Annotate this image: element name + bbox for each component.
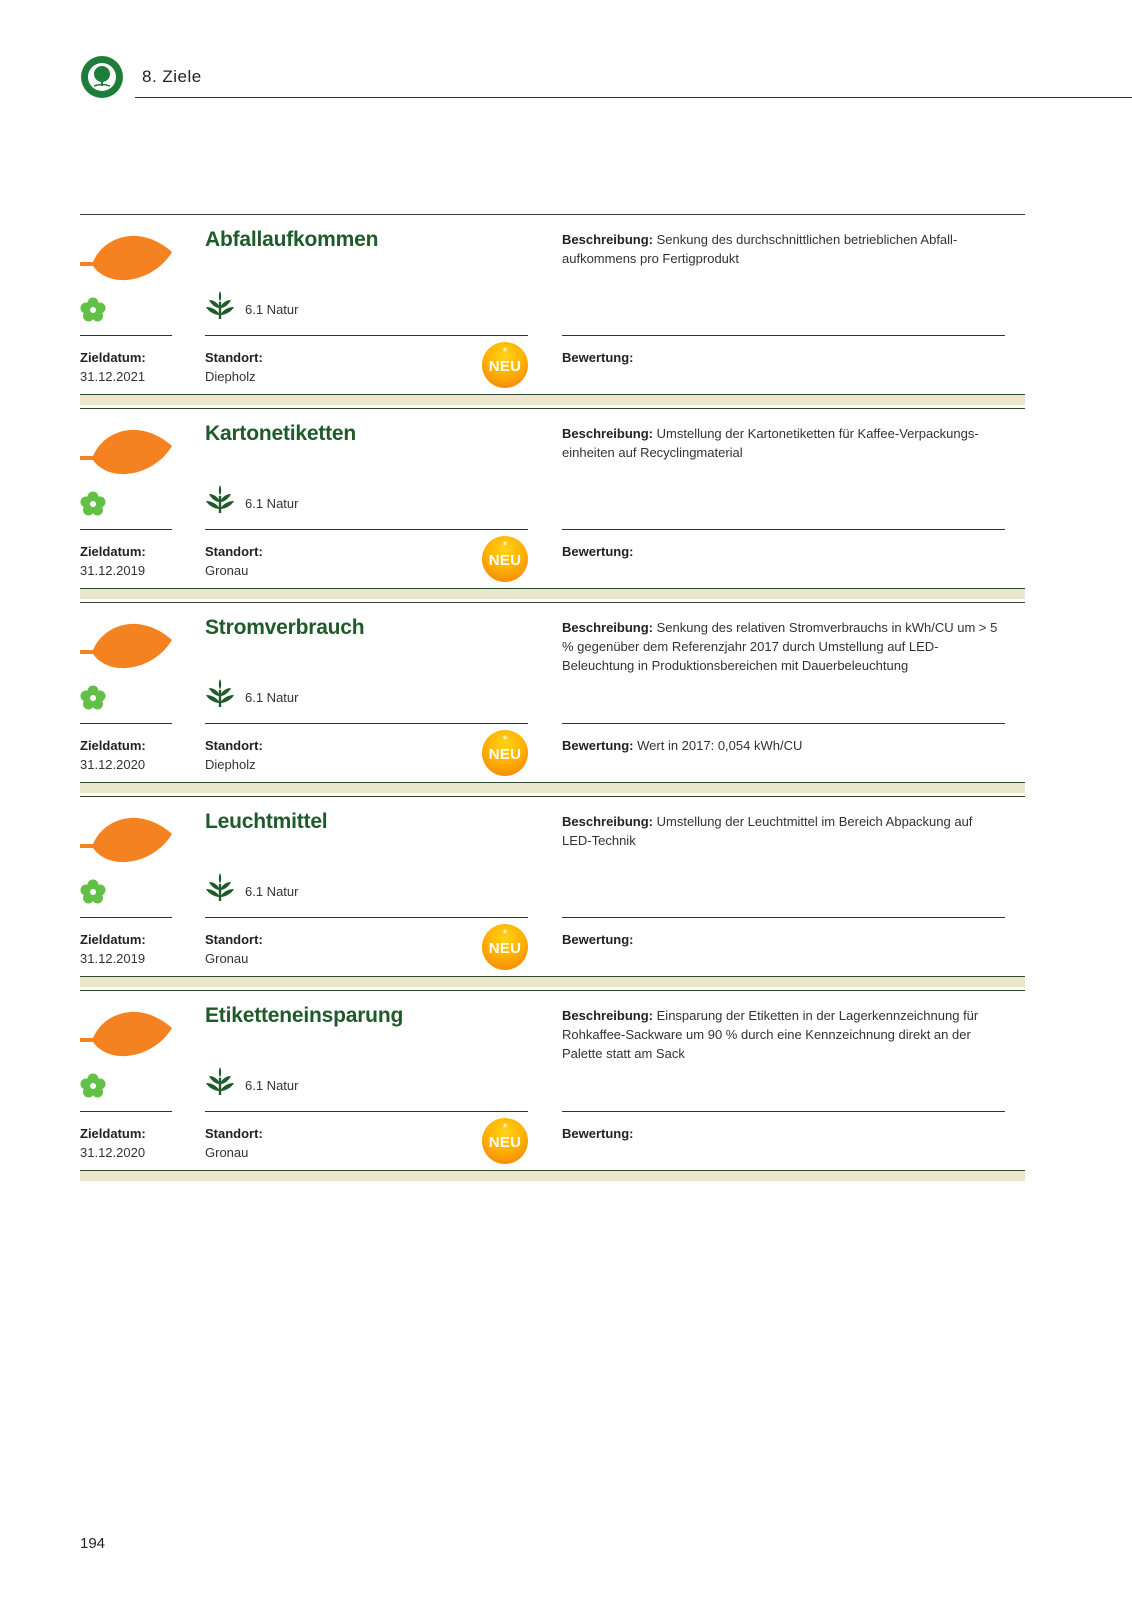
new-badge — [482, 536, 528, 582]
new-badge — [482, 730, 528, 776]
plant-icon — [205, 872, 235, 902]
clover-icon — [80, 491, 106, 517]
new-badge-star: * — [502, 732, 508, 747]
rating — [562, 1124, 1002, 1143]
rating-label: Bewertung: — [562, 932, 634, 947]
new-badge — [482, 924, 528, 970]
goal-top-rule — [80, 990, 1025, 991]
target-date-value: 31.12.2020 — [80, 757, 146, 772]
site-label: Standort: — [205, 350, 263, 365]
leaf-icon — [80, 420, 175, 478]
description-label: Beschreibung: — [562, 232, 654, 247]
target-date-label: Zieldatum: — [80, 738, 146, 753]
divider — [80, 723, 172, 724]
new-badge-star: * — [502, 344, 508, 359]
goal-title: Stromverbrauch — [205, 616, 365, 639]
description-text: Senkung des durchschnittlichen betrieblichen Abfall-aufkommens pro Fertigprodukt — [562, 232, 958, 266]
divider — [205, 723, 528, 724]
goals-list — [80, 214, 1025, 1184]
new-badge-text: NEU — [488, 1134, 522, 1151]
target-date-value: 31.12.2019 — [80, 563, 146, 578]
goal-entry — [80, 990, 1025, 1184]
page-number: 194 — [80, 1535, 106, 1552]
divider — [80, 529, 172, 530]
target-date-label: Zieldatum: — [80, 932, 146, 947]
divider — [205, 335, 528, 336]
goal-title: Etiketteneinsparung — [205, 1004, 404, 1027]
description-text: Senkung des relativen Stromverbrauchs in kWh/CU um > 5 % gegenüber dem Referenzjahr 2017 durch Umstellung auf LED-Beleuchtung in Produktionsbereichen mit Dauerbeleuchtung — [562, 620, 998, 673]
plant-icon — [205, 290, 235, 320]
description — [562, 812, 1002, 850]
site-label: Standort: — [205, 1126, 263, 1141]
rating-label: Bewertung: — [562, 738, 634, 753]
goal-title: Leuchtmittel — [205, 810, 328, 833]
clover-icon — [80, 685, 106, 711]
plant-icon — [205, 484, 235, 514]
divider — [205, 1111, 528, 1112]
goal-entry — [80, 408, 1025, 602]
clover-icon — [80, 1073, 106, 1099]
new-badge-text: NEU — [488, 746, 522, 763]
target-date-block — [80, 930, 146, 968]
rating — [562, 930, 1002, 949]
goal-title: Kartonetiketten — [205, 422, 357, 445]
new-badge-star: * — [502, 1120, 508, 1135]
goal-category: 6.1 Natur — [245, 496, 299, 511]
description-text: Umstellung der Leuchtmittel im Bereich Abpackung auf LED-Technik — [562, 814, 973, 848]
description — [562, 230, 1002, 268]
description-label: Beschreibung: — [562, 620, 654, 635]
site-block — [205, 348, 263, 386]
rating-label: Bewertung: — [562, 544, 634, 559]
goal-bottom-band — [80, 976, 1025, 987]
plant-icon — [205, 1066, 235, 1096]
clover-icon — [80, 297, 106, 323]
target-date-block — [80, 1124, 146, 1162]
clover-icon — [80, 879, 106, 905]
goal-top-rule — [80, 214, 1025, 215]
site-block — [205, 736, 263, 774]
site-label: Standort: — [205, 932, 263, 947]
new-badge — [482, 1118, 528, 1164]
site-value: Gronau — [205, 1145, 249, 1160]
goal-bottom-band — [80, 782, 1025, 793]
goal-top-rule — [80, 602, 1025, 603]
new-badge-star: * — [502, 926, 508, 941]
new-badge-text: NEU — [488, 552, 522, 569]
target-date-label: Zieldatum: — [80, 350, 146, 365]
goal-top-rule — [80, 408, 1025, 409]
divider — [205, 529, 528, 530]
target-date-block — [80, 736, 146, 774]
site-value: Gronau — [205, 563, 249, 578]
rating — [562, 736, 1002, 755]
leaf-icon — [80, 614, 175, 672]
description — [562, 618, 1002, 675]
goal-entry — [80, 796, 1025, 990]
goal-category: 6.1 Natur — [245, 884, 299, 899]
rating — [562, 542, 1002, 561]
description-text: Umstellung der Kartonetiketten für Kaffee-Verpackungs-einheiten auf Recyclingmaterial — [562, 426, 979, 460]
new-badge — [482, 342, 528, 388]
goal-entry — [80, 214, 1025, 408]
target-date-value: 31.12.2019 — [80, 951, 146, 966]
site-block — [205, 1124, 263, 1162]
description-text: Einsparung der Etiketten in der Lagerkennzeichnung für Rohkaffee-Sackware um 90 % durch eine Kennzeichnung direkt an der Palette statt am Sack — [562, 1008, 979, 1061]
new-badge-star: * — [502, 538, 508, 553]
site-value: Diepholz — [205, 369, 256, 384]
target-date-value: 31.12.2020 — [80, 1145, 146, 1160]
new-badge-text: NEU — [488, 358, 522, 375]
new-badge-text: NEU — [488, 940, 522, 957]
site-block — [205, 930, 263, 968]
goal-bottom-band — [80, 588, 1025, 599]
site-label: Standort: — [205, 544, 263, 559]
divider — [562, 917, 1005, 918]
target-date-block — [80, 542, 146, 580]
site-value: Gronau — [205, 951, 249, 966]
rating-label: Bewertung: — [562, 350, 634, 365]
description-label: Beschreibung: — [562, 426, 654, 441]
lebensbaum-logo — [80, 55, 124, 99]
section-title: 8. Ziele — [142, 67, 202, 86]
goal-category: 6.1 Natur — [245, 690, 299, 705]
leaf-icon — [80, 808, 175, 866]
divider — [562, 335, 1005, 336]
goal-bottom-band — [80, 1170, 1025, 1181]
page-header — [80, 55, 1132, 99]
goal-title: Abfallaufkommen — [205, 228, 379, 251]
divider — [562, 529, 1005, 530]
goal-bottom-band — [80, 394, 1025, 405]
site-value: Diepholz — [205, 757, 256, 772]
leaf-icon — [80, 226, 175, 284]
divider — [80, 335, 172, 336]
goal-category: 6.1 Natur — [245, 1078, 299, 1093]
description — [562, 1006, 1002, 1063]
divider — [80, 917, 172, 918]
plant-icon — [205, 678, 235, 708]
site-label: Standort: — [205, 738, 263, 753]
goal-entry — [80, 602, 1025, 796]
goal-category: 6.1 Natur — [245, 302, 299, 317]
target-date-label: Zieldatum: — [80, 1126, 146, 1141]
site-block — [205, 542, 263, 580]
divider — [80, 1111, 172, 1112]
header-rule — [135, 97, 1132, 98]
target-date-label: Zieldatum: — [80, 544, 146, 559]
target-date-value: 31.12.2021 — [80, 369, 146, 384]
divider — [562, 723, 1005, 724]
leaf-icon — [80, 1002, 175, 1060]
description — [562, 424, 1002, 462]
rating — [562, 348, 1002, 367]
divider — [562, 1111, 1005, 1112]
rating-label: Bewertung: — [562, 1126, 634, 1141]
target-date-block — [80, 348, 146, 386]
description-label: Beschreibung: — [562, 814, 654, 829]
rating-text: Wert in 2017: 0,054 kWh/CU — [637, 738, 803, 753]
divider — [205, 917, 528, 918]
description-label: Beschreibung: — [562, 1008, 654, 1023]
goal-top-rule — [80, 796, 1025, 797]
